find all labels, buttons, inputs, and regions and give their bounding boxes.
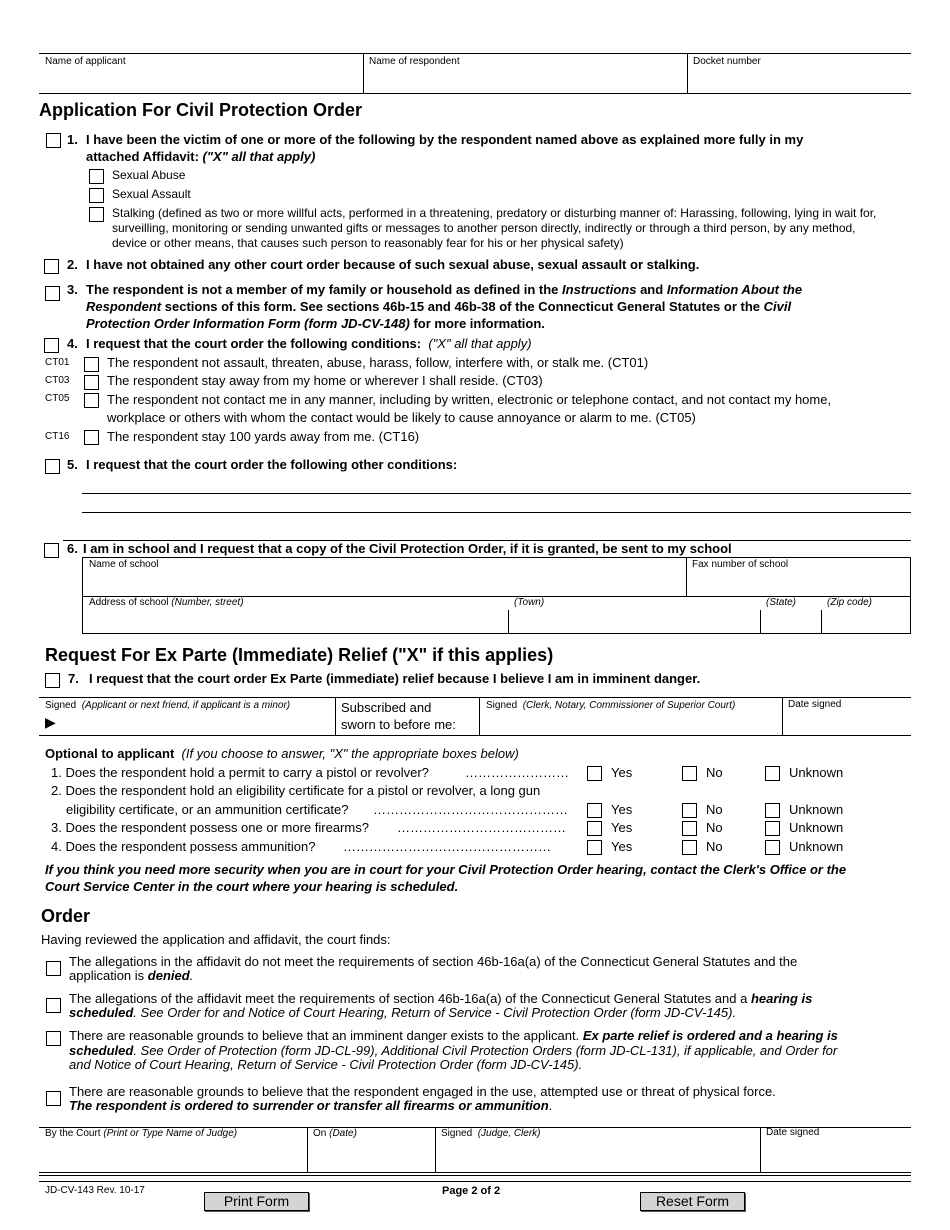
item3-line2: Respondent sections of this form. See sections 46b-15 and 46b-38 of the Connecticut General Statutes or the Civil <box>86 299 792 314</box>
q3-unknown-label: Unknown <box>789 820 844 835</box>
school-state-label: (State) <box>766 597 797 608</box>
clerk-signature-input[interactable] <box>486 716 778 732</box>
security-note-line2: Court Service Center in the court where your hearing is scheduled. <box>45 879 459 894</box>
sexual-abuse-label: Sexual Abuse <box>112 168 186 182</box>
finding3-checkbox[interactable] <box>46 1031 61 1046</box>
question-2-leader: ……………………………………… <box>373 802 568 817</box>
judge-name-label: By the Court (Print or Type Name of Judge) <box>45 1128 238 1139</box>
q3-yes-checkbox[interactable] <box>587 821 602 836</box>
other-conditions-rule <box>82 512 911 513</box>
item5-number: 5. <box>67 457 78 472</box>
docket-number-input[interactable] <box>692 72 907 90</box>
q2-unknown-checkbox[interactable] <box>765 803 780 818</box>
item6-top-rule <box>63 540 911 541</box>
ct05-code: CT05 <box>45 393 70 404</box>
item7-text: I request that the court order Ex Parte (immediate) relief because I believe I am in imminent danger. <box>89 671 701 686</box>
divider <box>821 610 822 633</box>
ct16-text: The respondent stay 100 yards away from me. (CT16) <box>107 429 420 444</box>
sexual-assault-checkbox[interactable] <box>89 188 104 203</box>
item2-number: 2. <box>67 257 78 272</box>
ct05-checkbox[interactable] <box>84 393 99 408</box>
q2-no-label: No <box>706 802 723 817</box>
ct16-code: CT16 <box>45 431 70 442</box>
q3-unknown-checkbox[interactable] <box>765 821 780 836</box>
form-id: JD-CV-143 Rev. 10-17 <box>45 1185 145 1196</box>
order-intro: Having reviewed the application and affidavit, the court finds: <box>41 932 391 947</box>
school-zip-label: (Zip code) <box>827 597 873 608</box>
footer-rule <box>39 1181 911 1182</box>
school-fax-input[interactable] <box>691 574 906 592</box>
ct01-text: The respondent not assault, threaten, abuse, harass, follow, interfere with, or stalk me. (CT01) <box>107 355 649 370</box>
header-bottom-rule <box>39 93 911 94</box>
applicant-name-label: Name of applicant <box>45 56 126 67</box>
respondent-name-label: Name of respondent <box>369 56 460 67</box>
ct01-checkbox[interactable] <box>84 357 99 372</box>
q4-no-checkbox[interactable] <box>682 840 697 855</box>
school-table-top <box>82 557 911 558</box>
finding4-line2: The respondent is ordered to surrender or transfer all firearms or ammunition. <box>69 1098 553 1113</box>
divider <box>435 1127 436 1172</box>
item4-number: 4. <box>67 336 78 351</box>
reset-form-button[interactable]: Reset Form <box>640 1192 745 1211</box>
exparte-title: Request For Ex Parte (Immediate) Relief ("X" if this applies) <box>45 645 554 665</box>
q1-unknown-label: Unknown <box>789 765 844 780</box>
q4-unknown-checkbox[interactable] <box>765 840 780 855</box>
sexual-assault-label: Sexual Assault <box>112 187 191 201</box>
judge-name-input[interactable] <box>44 1145 303 1167</box>
school-address-input[interactable] <box>88 612 504 630</box>
item2-checkbox[interactable] <box>44 259 59 274</box>
school-address-label: Address of school (Number, street) <box>89 597 244 608</box>
ct03-code: CT03 <box>45 375 70 386</box>
item3-line1: The respondent is not a member of my family or household as defined in the Instructions and Information About the <box>86 282 803 297</box>
school-town-label: (Town) <box>514 597 545 608</box>
item5-checkbox[interactable] <box>45 459 60 474</box>
item6-checkbox[interactable] <box>44 543 59 558</box>
court-date-signed-label: Date signed <box>766 1127 820 1138</box>
signature-bottom-rule <box>39 735 911 736</box>
divider <box>307 1127 308 1172</box>
q1-no-label: No <box>706 765 723 780</box>
finding2-checkbox[interactable] <box>46 998 61 1013</box>
court-bottom-rule <box>39 1172 911 1173</box>
divider <box>760 610 761 633</box>
ct03-checkbox[interactable] <box>84 375 99 390</box>
court-date-signed-input[interactable] <box>765 1145 907 1167</box>
q4-no-label: No <box>706 839 723 854</box>
divider <box>760 1127 761 1172</box>
other-conditions-rule <box>82 493 911 494</box>
item7-number: 7. <box>68 671 79 686</box>
sworn-label-line2: sworn to before me: <box>341 717 456 732</box>
q4-unknown-label: Unknown <box>789 839 844 854</box>
other-conditions-line1-input[interactable] <box>84 476 910 492</box>
divider <box>687 53 688 93</box>
school-zip-input[interactable] <box>825 612 907 630</box>
page-title: Application For Civil Protection Order <box>39 100 363 120</box>
school-fax-label: Fax number of school <box>692 559 789 570</box>
question-1: 1. Does the respondent hold a permit to carry a pistol or revolver? <box>51 765 429 780</box>
item1-checkbox[interactable] <box>46 133 61 148</box>
signature-arrow-icon: ▶ <box>45 714 56 730</box>
item1-number: 1. <box>67 132 78 147</box>
applicant-signature-label: Signed (Applicant or next friend, if applicant is a minor) <box>45 700 291 711</box>
order-date-input[interactable] <box>312 1145 431 1167</box>
judge-signature-label: Signed (Judge, Clerk) <box>441 1128 541 1139</box>
question-4-leader: ………………………………………… <box>343 839 551 854</box>
item4-text: I request that the court order the following conditions: ("X" all that apply) <box>86 336 532 351</box>
finding2-line2: scheduled. See Order for and Notice of Court Hearing, Return of Service - Civil Protection Order (form JD-CV-145). <box>69 1005 737 1020</box>
question-3: 3. Does the respondent possess one or more firearms? <box>51 820 369 835</box>
page-number: Page 2 of 2 <box>442 1185 501 1197</box>
q2-yes-checkbox[interactable] <box>587 803 602 818</box>
item1-line2: attached Affidavit: ("X" all that apply) <box>86 149 316 164</box>
finding1-line2: application is denied. <box>69 968 194 983</box>
signature-top-rule <box>39 697 911 698</box>
divider <box>363 53 364 93</box>
item4-checkbox[interactable] <box>44 338 59 353</box>
stalking-checkbox[interactable] <box>89 207 104 222</box>
header-top-rule <box>39 53 911 54</box>
divider <box>686 557 687 596</box>
question-3-leader: ………………………………… <box>397 820 566 835</box>
respondent-name-input[interactable] <box>368 72 683 90</box>
item6-number: 6. <box>67 541 78 556</box>
question-4: 4. Does the respondent possess ammunition? <box>51 839 316 854</box>
print-form-button[interactable]: Print Form <box>204 1192 309 1211</box>
q3-no-checkbox[interactable] <box>682 821 697 836</box>
court-bottom-rule <box>39 1175 911 1176</box>
finding3-line1: There are reasonable grounds to believe that an imminent danger exists to the applicant. Ex parte relief is ordered and a hearing is <box>69 1028 838 1043</box>
divider <box>335 697 336 735</box>
docket-number-label: Docket number <box>693 56 761 67</box>
judge-signature-input[interactable] <box>440 1145 756 1167</box>
q2-unknown-label: Unknown <box>789 802 844 817</box>
sworn-label-line1: Subscribed and <box>341 700 432 715</box>
optional-heading: Optional to applicant (If you choose to answer, "X" the appropriate boxes below) <box>45 746 519 761</box>
q2-no-checkbox[interactable] <box>682 803 697 818</box>
finding1-line1: The allegations in the affidavit do not meet the requirements of section 46b-16a(a) of the Connecticut General Statutes and the <box>69 954 798 969</box>
finding4-line1: There are reasonable grounds to believe that the respondent engaged in the use, attempted use or threat of physical force. <box>69 1084 776 1099</box>
school-table-bottom <box>82 633 911 634</box>
item5-text: I request that the court order the following other conditions: <box>86 457 458 472</box>
divider <box>479 697 480 735</box>
ct05-text-line1: The respondent not contact me in any manner, including by written, electronic or telephone contact, and not contact my home, <box>107 392 832 407</box>
divider <box>910 557 911 633</box>
q4-yes-label: Yes <box>611 839 633 854</box>
item3-checkbox[interactable] <box>45 286 60 301</box>
q3-yes-label: Yes <box>611 820 633 835</box>
ct01-code: CT01 <box>45 357 70 368</box>
school-town-input[interactable] <box>512 612 756 630</box>
q2-yes-label: Yes <box>611 802 633 817</box>
security-note-line1: If you think you need more security when you are in court for your Civil Protection Order hearing, contact the Clerk's Office or the <box>45 862 847 877</box>
item3-number: 3. <box>67 282 78 297</box>
finding4-checkbox[interactable] <box>46 1091 61 1106</box>
ct05-text-line2: workplace or others with whom the contact would be likely to cause annoyance or alarm to me. (CT05) <box>107 410 696 425</box>
q4-yes-checkbox[interactable] <box>587 840 602 855</box>
applicant-name-input[interactable] <box>44 72 359 90</box>
divider <box>782 697 783 735</box>
school-name-input[interactable] <box>88 574 682 592</box>
item3-line3: Protection Order Information Form (form JD-CV-148) for more information. <box>86 316 545 331</box>
q1-no-checkbox[interactable] <box>682 766 697 781</box>
clerk-signature-label: Signed (Clerk, Notary, Commissioner of Superior Court) <box>486 700 736 711</box>
ct03-text: The respondent stay away from my home or wherever I shall reside. (CT03) <box>107 373 543 388</box>
stalking-line2: surveilling, monitoring or sending unwanted gifts or messages to another person directly, indirectly or through a third person, by any method, <box>112 221 856 235</box>
divider <box>82 557 83 633</box>
item7-checkbox[interactable] <box>45 673 60 688</box>
divider <box>508 610 509 633</box>
ct16-checkbox[interactable] <box>84 430 99 445</box>
item1-line1: I have been the victim of one or more of the following by the respondent named above as explained more fully in my <box>86 132 804 147</box>
applicant-signature-input[interactable] <box>60 716 330 732</box>
q1-unknown-checkbox[interactable] <box>765 766 780 781</box>
other-conditions-line2-input[interactable] <box>84 496 910 512</box>
date-signed-label: Date signed <box>788 699 842 710</box>
finding3-line2: scheduled. See Order of Protection (form JD-CL-99), Additional Civil Protection Orders (form JD-CL-131), if applicable, and Order for <box>69 1043 838 1058</box>
q1-yes-checkbox[interactable] <box>587 766 602 781</box>
order-title: Order <box>41 906 91 926</box>
sexual-abuse-checkbox[interactable] <box>89 169 104 184</box>
finding2-line1: The allegations of the affidavit meet the requirements of section 46b-16a(a) of the Connecticut General Statutes and a hearing is <box>69 991 813 1006</box>
item2-text: I have not obtained any other court order because of such sexual abuse, sexual assault or stalking. <box>86 257 700 272</box>
item6-text: I am in school and I request that a copy of the Civil Protection Order, if it is granted, be sent to my school <box>83 541 732 556</box>
q3-no-label: No <box>706 820 723 835</box>
finding3-line3: and Notice of Court Hearing, Return of Service - Civil Protection Order (form JD-CV-145). <box>69 1057 583 1072</box>
stalking-line1: Stalking (defined as two or more willful acts, performed in a threatening, predatory or disturbing manner of: Harassing, following, lying in wait for, <box>112 206 877 220</box>
school-name-label: Name of school <box>89 559 159 570</box>
order-date-label: On (Date) <box>313 1128 357 1139</box>
stalking-line3: device or other means, that causes such person to reasonably fear for his or her physical safety) <box>112 236 624 250</box>
question-2-line2: eligibility certificate, or an ammunition certificate? <box>66 802 349 817</box>
finding1-checkbox[interactable] <box>46 961 61 976</box>
question-2-line1: 2. Does the respondent hold an eligibility certificate for a pistol or revolver, a long gun <box>51 783 541 798</box>
school-state-input[interactable] <box>764 612 818 630</box>
date-signed-input[interactable] <box>788 716 906 732</box>
q1-yes-label: Yes <box>611 765 633 780</box>
question-1-leader: …………………… <box>465 765 569 780</box>
